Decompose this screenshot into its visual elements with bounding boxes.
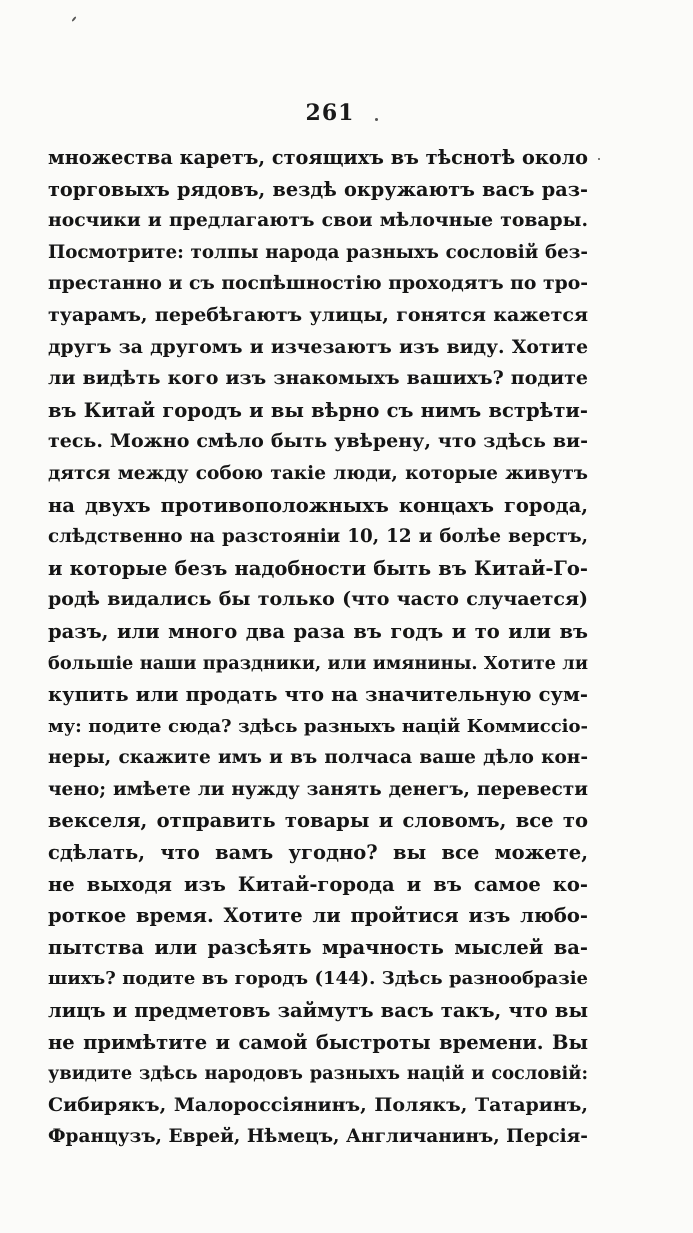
text-line: роткое время. Хотите ли пройтися изъ любо- [48,904,588,928]
text-line: Французъ, Еврей, Нѣмецъ, Англичанинъ, Персія- [48,1126,588,1148]
text-line: престанно и съ поспѣшностію проходятъ по тро- [48,272,588,295]
text-line: не примѣтите и самой быстроты времени. Вы [48,1030,588,1054]
text-line: и которые безъ надобности быть въ Китай-Го- [48,556,588,580]
text-line: большіе наши праздники, или имянины. Хотите ли [48,652,588,674]
text-line: въ Китай городъ и вы вѣрно съ нимъ встрѣти- [48,398,588,422]
text-line: купить или продать что на значительную сум- [48,683,588,707]
text-line: слѣдственно на разстояніи 10, 12 и болѣе верстъ, [48,526,588,548]
text-line: не выходя изъ Китай-города и въ самое ко- [48,872,588,896]
text-line: носчики и предлагаютъ свои мѣлочные товары. [48,209,588,232]
text-line: туарамъ, перебѣгаютъ улицы, гонятся кажется [48,303,588,326]
text-line: разъ, или много два раза въ годъ и то или въ [48,619,588,643]
text-line: торговыхъ рядовъ, вездѣ окружаютъ васъ раз- [48,177,588,201]
text-line: тесь. Можно смѣло быть увѣрену, что здѣсь ви- [48,430,588,453]
text-line: чено; имѣете ли нужду занять денегъ, перевести [48,778,588,800]
text-line: родѣ видались бы только (что часто случается) [48,588,588,611]
text-line: векселя, отправить товары и словомъ, все то [48,809,588,833]
text-line: Посмотрите: толпы народа разныхъ сословій без- [48,241,588,263]
text-line: другъ за другомъ и изчезаютъ изъ виду. Хотите [48,335,588,358]
text-line: на двухъ противоположныхъ концахъ города, [48,493,588,517]
text-line: ли видѣть кого изъ знакомыхъ вашихъ? подите [48,367,588,390]
body-text [48,142,588,1153]
text-line: му: подите сюда? здѣсь разныхъ націй Коммиссіо- [48,715,588,737]
text-line: пытства или разсѣять мрачность мыслей ва- [48,935,588,959]
text-line: дятся между собою такіе люди, которые живутъ [48,462,588,484]
page-number: 261 [305,100,355,126]
text-line: лицъ и предметовъ займутъ васъ такъ, что вы [48,999,588,1023]
text-line: увидите здѣсь народовъ разныхъ націй и сословій: [48,1063,588,1085]
paper-speck [71,16,76,22]
text-line: Сибирякъ, Малороссіянинъ, Полякъ, Татаринъ, [48,1093,588,1116]
text-line: сдѣлать, что вамъ угодно? вы все можете, [48,841,588,865]
text-line: множества каретъ, стоящихъ въ тѣснотѣ около [48,146,588,169]
text-line: неры, скажите имъ и въ полчаса ваше дѣло кон- [48,747,588,769]
text-line: шихъ? подите въ городъ (144). Здѣсь разнообразіе [48,968,588,990]
paper-speck [598,158,600,160]
